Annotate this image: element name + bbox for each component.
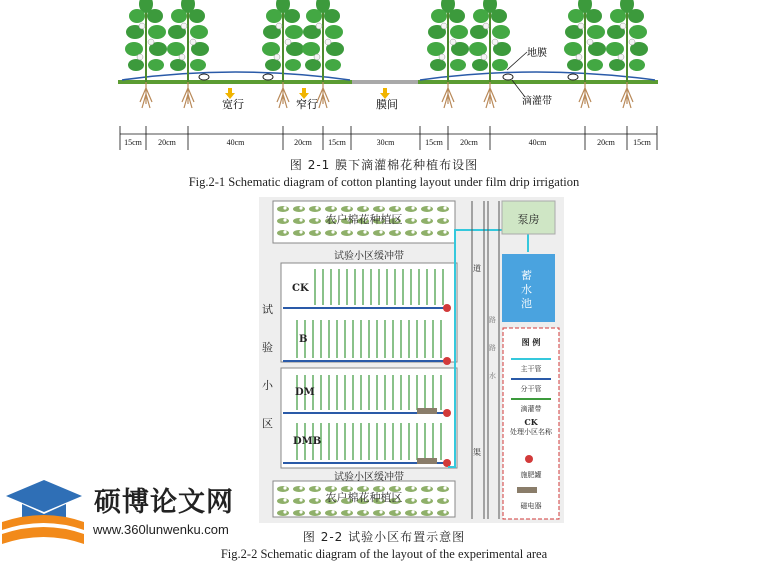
buffer-top-label: 试验小区缓冲带: [334, 251, 404, 262]
spacing-label: 40cm: [528, 138, 547, 147]
film-gap-strip: [352, 80, 418, 84]
cotton-plant: [125, 0, 167, 108]
drip-tape-marker: [503, 74, 513, 80]
drip-tape-marker: [199, 74, 209, 80]
reservoir-label: 蓄水池: [521, 269, 532, 310]
road-char: 渠: [473, 448, 481, 457]
spacing-label: 40cm: [226, 138, 245, 147]
farm-cotton-boll: [363, 230, 366, 233]
fig2-caption-cn: 图 2-2 试验小区布置示意图: [302, 530, 466, 544]
farm-cotton-cluster: [405, 230, 417, 236]
graduation-cap-icon: [0, 472, 86, 550]
farm-cotton-boll: [283, 206, 286, 209]
farm-cotton-boll: [427, 206, 430, 209]
legend-title: 图 例: [521, 338, 541, 347]
flow-meter-icon: [517, 487, 537, 493]
watermark-url: www.360lunwenku.com: [93, 522, 229, 537]
side-char: 验: [262, 341, 273, 354]
farm-cotton-cluster: [421, 510, 433, 516]
fertilizer-tank: [443, 459, 451, 467]
farm-cotton-cluster: [357, 230, 369, 236]
farm-cotton-boll: [331, 510, 334, 513]
farm-cotton-cluster: [389, 230, 401, 236]
buffer-bottom-label: 试验小区缓冲带: [334, 472, 404, 483]
legend-drip-tape: 滴灌带: [520, 405, 542, 413]
film-gap-label: 膜间: [376, 98, 398, 111]
farm-cotton-cluster: [293, 230, 305, 236]
farm-cotton-cluster: [437, 510, 449, 516]
cotton-plant: [564, 0, 606, 108]
farm-cotton-boll: [315, 206, 318, 209]
side-char: 小: [262, 379, 273, 392]
farm-cotton-cluster: [309, 510, 321, 516]
farm-cotton-boll: [331, 230, 334, 233]
legend-plot-name: 处理小区名称: [510, 428, 552, 436]
cotton-plant: [302, 0, 344, 108]
fertilizer-tank-icon: [525, 455, 533, 463]
road-char: 路: [489, 316, 496, 324]
farm-cotton-cluster: [421, 230, 433, 236]
farm-cotton-cluster: [373, 230, 385, 236]
spacing-label: 15cm: [425, 138, 443, 147]
farm-cotton-cluster: [325, 510, 337, 516]
farm-cotton-boll: [427, 230, 430, 233]
farm-cotton-boll: [347, 206, 350, 209]
farm-cotton-boll: [299, 510, 302, 513]
plot-label-ck: CK: [292, 283, 309, 294]
road-char: 水: [489, 372, 496, 380]
pump-house-label: 泵房: [517, 213, 540, 226]
watermark-name: 硕博论文网: [94, 487, 234, 518]
legend-flow-meter: 磁电器: [520, 502, 542, 510]
spacing-label: 15cm: [633, 138, 651, 147]
cotton-plant: [262, 0, 304, 108]
farm-cotton-cluster: [341, 510, 353, 516]
planting-layout-diagram: [0, 0, 768, 160]
spacing-label: 20cm: [597, 138, 615, 147]
farm-cotton-cluster: [405, 510, 417, 516]
plot-label-b: B: [299, 334, 308, 345]
farm-cotton-boll: [283, 510, 286, 513]
farm-cotton-boll: [363, 510, 366, 513]
legend-branch-pipe: 分干管: [520, 385, 542, 393]
fig1-caption-en: Fig.2-1 Schematic diagram of cotton planting layout under film drip irrigation: [188, 175, 580, 189]
spacing-label: 15cm: [124, 138, 142, 147]
farm-cotton-cluster: [277, 230, 289, 236]
spacing-label: 20cm: [158, 138, 176, 147]
cotton-plant: [167, 0, 209, 108]
fertilizer-tank: [443, 357, 451, 365]
flow-meter: [417, 458, 437, 464]
farm-area-top-label: 农户棉花种植区: [325, 213, 403, 226]
farm-cotton-boll: [411, 230, 414, 233]
farm-area-bottom-label: 农户棉花种植区: [325, 491, 403, 504]
experimental-area-diagram: [259, 197, 564, 523]
flow-meter: [417, 408, 437, 414]
farm-cotton-boll: [379, 510, 382, 513]
farm-cotton-boll: [299, 230, 302, 233]
farm-cotton-boll: [347, 510, 350, 513]
farm-cotton-boll: [299, 206, 302, 209]
drip-tape-marker: [263, 74, 273, 80]
farm-cotton-boll: [411, 206, 414, 209]
fertilizer-tank: [443, 409, 451, 417]
plot-label-dm: DM: [295, 387, 315, 398]
fig1-caption-cn: 图 2-1 膜下滴灌棉花种植布设图: [289, 158, 479, 172]
farm-cotton-boll: [347, 230, 350, 233]
legend-main-pipe: 主干管: [520, 365, 542, 373]
farm-cotton-cluster: [357, 510, 369, 516]
farm-cotton-cluster: [437, 230, 449, 236]
legend-plot-code: CK: [524, 417, 538, 427]
cotton-plant: [606, 0, 648, 108]
spacing-label: 20cm: [294, 138, 312, 147]
farm-cotton-boll: [315, 230, 318, 233]
farm-cotton-cluster: [293, 510, 305, 516]
farm-cotton-boll: [411, 510, 414, 513]
farm-cotton-cluster: [389, 510, 401, 516]
farm-cotton-boll: [363, 206, 366, 209]
road-char: 道: [473, 264, 481, 273]
farm-cotton-boll: [331, 206, 334, 209]
spacing-label: 30cm: [376, 138, 395, 147]
spacing-label: 20cm: [460, 138, 478, 147]
narrow-row-label: 窄行: [296, 98, 318, 111]
farm-cotton-boll: [395, 206, 398, 209]
plot-label-dmb: DMB: [293, 436, 322, 447]
drip-tape-marker: [568, 74, 578, 80]
spacing-label: 15cm: [328, 138, 346, 147]
farm-cotton-boll: [283, 230, 286, 233]
farm-cotton-boll: [443, 206, 446, 209]
wide-row-label: 宽行: [222, 98, 244, 111]
farm-cotton-boll: [427, 510, 430, 513]
side-char: 区: [262, 417, 273, 430]
film-right: [420, 72, 655, 80]
farm-cotton-boll: [395, 230, 398, 233]
farm-cotton-cluster: [309, 230, 321, 236]
fig2-caption-en: Fig.2-2 Schematic diagram of the layout of the experimental area: [220, 547, 548, 561]
farm-cotton-cluster: [325, 230, 337, 236]
cotton-plant: [427, 0, 469, 108]
side-char: 试: [262, 303, 273, 316]
film-label: 地膜: [527, 48, 547, 59]
road-char: 路: [489, 344, 496, 352]
farm-cotton-cluster: [373, 510, 385, 516]
farm-cotton-cluster: [277, 510, 289, 516]
fertilizer-tank: [443, 304, 451, 312]
farm-cotton-boll: [379, 206, 382, 209]
film-left: [122, 72, 350, 80]
farm-cotton-boll: [443, 510, 446, 513]
legend-fertilizer-tank: 施肥罐: [520, 471, 542, 479]
farm-cotton-boll: [379, 230, 382, 233]
farm-cotton-boll: [395, 510, 398, 513]
farm-cotton-boll: [443, 230, 446, 233]
watermark: [0, 472, 270, 554]
farm-cotton-cluster: [341, 230, 353, 236]
farm-cotton-boll: [315, 510, 318, 513]
cotton-plant: [469, 0, 511, 108]
drip-tape-label: 滴灌带: [522, 96, 552, 107]
